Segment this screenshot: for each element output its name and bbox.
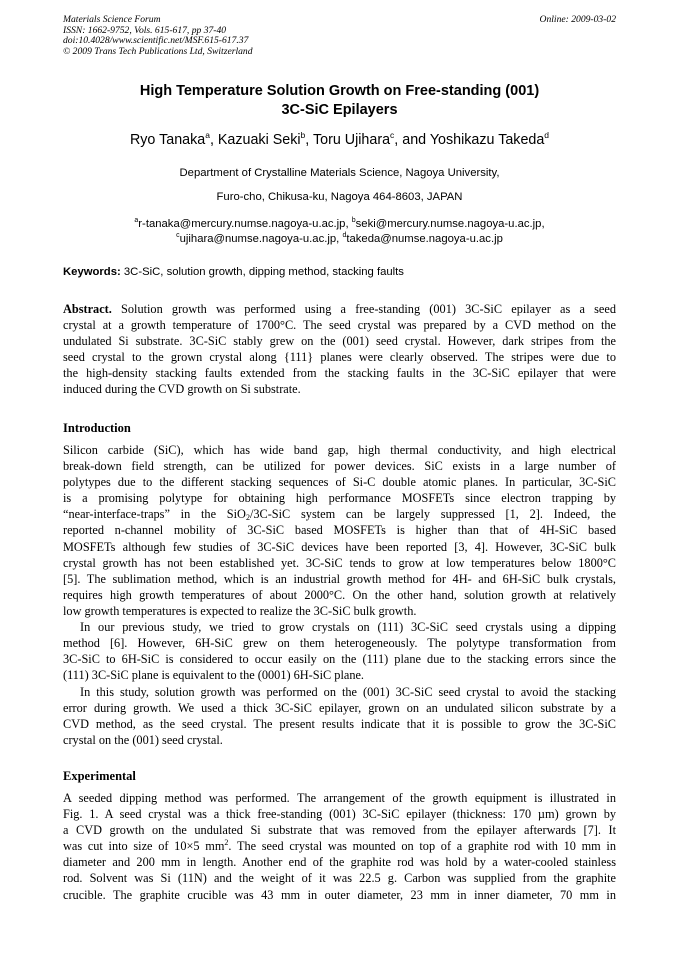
body-line: crucible. The graphite crucible was 43 mm in outer diameter, 23 mm in inner diameter, 70 mm in <box>63 887 616 902</box>
introduction-paragraph-2 <box>63 619 616 683</box>
abstract-line: crystal at a growth temperature of 1700°C. The seed crystal was prepared by a CVD method on the <box>63 318 616 333</box>
body-line: CVD method, as the seed crystal. The present results indicate that it is possible to grow the 3C-SiC <box>63 717 616 732</box>
body-line: reported n-channel mobility of 3C-SiC based MOSFETs is higher than that of 4H-SiC based <box>63 523 616 538</box>
experimental-heading: Experimental <box>63 769 136 783</box>
title-line-2: 3C-SiC Epilayers <box>281 102 398 118</box>
body-line: error during growth. We used a thick 3C-SiC epilayer, grown on an undulated silicon substrate by a <box>63 701 616 716</box>
email-mark: a <box>134 217 139 224</box>
body-line: crystal growth has not been established yet. 3C-SiC tends to grow at low temperatures below 1800°C <box>63 555 616 570</box>
experimental-paragraph-1 <box>63 790 616 903</box>
email-address-c[interactable]: ujihara@numse.nagoya-u.ac.jp, <box>179 233 340 245</box>
body-line: was cut into size of 10×5 $mm^2$. The seed crystal was mounted on top of a graphite rod with 10 mm in <box>63 838 616 854</box>
paper-title <box>63 82 616 120</box>
email-mark: d <box>342 232 347 239</box>
introduction-heading: Introduction <box>63 421 131 435</box>
journal-header <box>63 15 253 57</box>
email-address-a[interactable]: r-tanaka@mercury.numse.nagoya-u.ac.jp, <box>138 218 349 230</box>
body-line: rod. Solvent was Si (11N) and the weight of it was 22.5 g. Carbon was supplied from the graphite <box>63 871 616 886</box>
email-line-1 <box>63 217 616 232</box>
body-line: a CVD growth on the undulated Si substrate that was removed from the epilayer afterwards [7]. It <box>63 823 616 838</box>
title-line-1: High Temperature Solution Growth on Free-standing (001) <box>139 83 540 99</box>
copyright-line: © 2009 Trans Tech Publications Ltd, Switzerland <box>63 45 253 57</box>
abstract-line: undulated Si substrate. 3C-SiC stably grew on the (001) seed crystal. However, dark stripes from the <box>63 334 616 349</box>
abstract-paragraph <box>63 301 616 398</box>
author-separator: , <box>305 132 313 148</box>
email-address-b[interactable]: seki@mercury.numse.nagoya-u.ac.jp, <box>355 218 545 230</box>
author-separator: , <box>394 132 403 148</box>
abstract-label: Abstract. <box>63 302 112 316</box>
keywords-line <box>63 265 616 279</box>
author-mark: a <box>205 130 210 140</box>
author-mark: c <box>390 130 395 140</box>
body-line: Fig. 1. A seed crystal was a thick free-standing (001) 3C-SiC epilayer (thickness: 170 µm) grown by <box>63 807 616 822</box>
online-date: Online: 2009-03-02 <box>539 14 616 25</box>
body-line: is a promising polytype for obtaining high performance MOSFETs since electron trapping by <box>63 491 616 506</box>
email-mark: b <box>351 217 356 224</box>
body-line: MOSFETs although few studies of 3C-SiC devices have been reported [3, 4]. However, 3C-SiC bulk <box>63 539 616 554</box>
body-line: break-down field strength, can be utilized for power devices. SiC exists in a large number of <box>63 459 616 474</box>
body-line: requires high growth temperatures of about 2000°C. On the other hand, solution growth at relatively <box>63 587 616 602</box>
body-line: A seeded dipping method was performed. The arrangement of the growth equipment is illustrated in <box>63 791 616 805</box>
introduction-paragraph-3 <box>63 684 616 748</box>
body-line: Silicon carbide (SiC), which has wide band gap, high thermal conductivity, and high electrical <box>63 443 616 457</box>
introduction-paragraph-1 <box>63 442 616 619</box>
author-separator: , <box>209 132 218 148</box>
author-name: Ryo Tanaka <box>129 132 206 148</box>
email-line-2 <box>63 232 616 247</box>
author-name: Toru Ujihara <box>312 132 391 148</box>
email-address-d[interactable]: takeda@numse.nagoya-u.ac.jp <box>346 233 503 245</box>
body-line: In our previous study, we tried to grow crystals on (111) 3C-SiC seed crystals using a dipping <box>80 620 616 634</box>
abstract-line: induced during the CVD growth on Si substrate. <box>63 382 301 397</box>
email-block <box>63 217 616 247</box>
abstract-line: seed crystal to the grown crystal along {111} planes were clearly observed. The stripes were due to <box>63 350 616 365</box>
author-name: Kazuaki Seki <box>217 132 301 148</box>
issn-line: ISSN: 1662-9752, Vols. 615-617, pp 37-40 <box>63 24 227 36</box>
author-mark: d <box>544 130 550 140</box>
body-line: In this study, solution growth was performed on the (001) 3C-SiC seed crystal to avoid the stacking <box>80 685 616 699</box>
author-mark: b <box>300 130 306 140</box>
abstract-line: Abstract. Solution growth was performed using a free-standing (001) 3C-SiC epilayer as a seed <box>63 302 616 316</box>
body-line: 3C-SiC to 6H-SiC is considered to occur easily on the (111) plane due to the stacking errors since the <box>63 652 616 667</box>
author-name: Yoshikazu Takeda <box>429 132 545 148</box>
body-line: “near-interface-traps” in the SiO$_2$/3C-SiC system can be largely suppressed [1, 2]. Indeed, the <box>63 507 616 523</box>
email-mark: c <box>176 232 180 239</box>
affiliation-line-2: Furo-cho, Chikusa-ku, Nagoya 464-8603, JAPAN <box>216 191 463 203</box>
keywords-label: Keywords: <box>63 266 121 278</box>
body-line: crystal on the (001) seed crystal. <box>63 733 223 748</box>
author-list <box>63 131 616 149</box>
body-line: diameter and 200 mm in length. Another end of the graphite rod was hold by a water-cooled stainless <box>63 855 616 870</box>
doi-line[interactable]: doi:10.4028/www.scientific.net/MSF.615-617.37 <box>63 35 249 47</box>
keywords-text: 3C-SiC, solution growth, dipping method, stacking faults <box>120 266 404 278</box>
body-line: method [6]. However, 6H-SiC grew on them heterogeneously. The polytype transformation from <box>63 636 616 651</box>
body-line: (111) 3C-SiC plane is equivalent to the (0001) 6H-SiC plane. <box>63 668 364 683</box>
body-line: polytypes due to the different stacking sequences of Si-C double atomic planes. In particular, 3C-SiC <box>63 475 616 490</box>
body-line: [5]. The sublimation method, which is an industrial growth method for 4H- and 6H-SiC bulk crystals, <box>63 571 616 586</box>
journal-name: Materials Science Forum <box>63 14 161 25</box>
abstract-line: the high-density stacking faults extended from the stacking faults in the 3C-SiC epilayer that were <box>63 366 616 381</box>
affiliation-line-1: Department of Crystalline Materials Science, Nagoya University, <box>179 167 500 179</box>
author-and: and <box>402 132 430 148</box>
body-line: low growth temperatures is expected to realize the 3C-SiC bulk growth. <box>63 603 417 618</box>
